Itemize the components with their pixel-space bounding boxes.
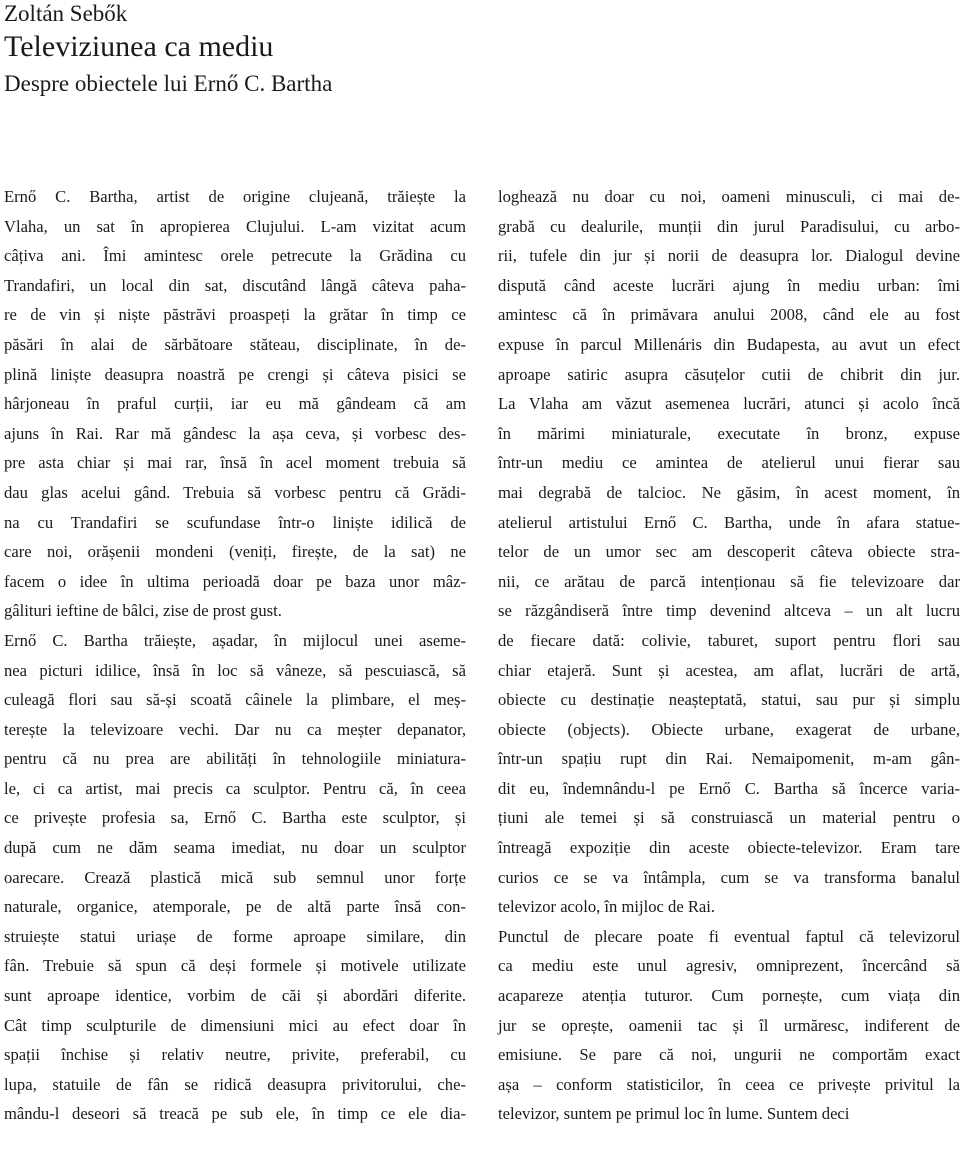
- text-line: într-un spațiu rupt din Rai. Nemaipomenit, m-am gân-: [498, 749, 960, 769]
- text-line: televizor acolo, în mijloc de Rai.: [498, 897, 716, 917]
- text-line: dispută când aceste lucrări ajung în mediu urban: îmi: [498, 275, 960, 295]
- text-line: ca mediu este unul agresiv, omniprezent, încercând să: [498, 956, 960, 976]
- text-line: câțiva ani. Îmi amintesc orele petrecute la Grădina cu: [4, 246, 466, 266]
- text-line: mai degrabă de talcioc. Ne găsim, în acest moment, în: [498, 482, 960, 502]
- text-line: spații închise și relativ neutre, privite, preferabil, cu: [4, 1045, 466, 1065]
- text-line: care noi, orășenii mondeni (veniți, firește, de la sat) ne: [4, 542, 466, 562]
- text-line: jur se oprește, oamenii tac și îl urmăresc, indiferent de: [498, 1015, 960, 1035]
- text-line: nii, ce arătau de parcă intenționau să fie televizoare dar: [498, 571, 960, 591]
- text-line: rii, tufele din jur și norii de deasupra lor. Dialogul devine: [498, 246, 960, 266]
- text-line: fân. Trebuie să spun că deși formele și motivele utilizate: [4, 956, 466, 976]
- text-line: culeagă flori sau să-și scoată câinele la plimbare, el meș-: [4, 690, 466, 710]
- text-line: hârjoneau în praful curții, iar eu mă gândeam că am: [4, 394, 466, 414]
- text-line: curios ce se va întâmpla, cum se va transforma banalul: [498, 867, 960, 887]
- text-line: dau glas acelui gând. Trebuia să vorbesc pentru că Grădi-: [4, 482, 466, 502]
- text-line: grabă cu dealurile, munții din jurul Paradisului, cu arbo-: [498, 216, 960, 236]
- text-line: acapareze atenția tuturor. Cum pornește, cum viața din: [498, 986, 960, 1006]
- text-line: lupa, statuile de fân se ridică deasupra privitorului, che-: [4, 1074, 466, 1094]
- text-line: dit eu, îndemnându-l pe Ernő C. Bartha să încerce varia-: [498, 778, 960, 798]
- text-line: na cu Trandafiri se scufundase într-o liniște idilică de: [4, 512, 466, 532]
- text-line: chiar etajeră. Sunt și acestea, am aflat, lucrări de artă,: [498, 660, 960, 680]
- text-line: Trandafiri, un local din sat, discutând lângă câteva paha-: [4, 275, 466, 295]
- text-line: terește la televizoare vechi. Dar nu ca meșter depanator,: [4, 719, 466, 739]
- text-line: Punctul de plecare poate fi eventual faptul că televizorul: [498, 926, 960, 946]
- text-line: expuse în parcul Millenáris din Budapesta, au avut un efect: [498, 334, 960, 354]
- text-line: La Vlaha am văzut asemenea lucrări, atunci și acolo încă: [498, 394, 960, 414]
- text-line: telor de un umor sec am descoperit câteva obiecte stra-: [498, 542, 960, 562]
- article-subtitle: Despre obiectele lui Ernő C. Bartha: [4, 71, 333, 96]
- text-line: loghează nu doar cu noi, oameni minusculi, ci mai de-: [498, 187, 960, 206]
- text-line: le, ci ca artist, mai precis ca sculptor. Pentru că, în ceea: [4, 778, 466, 798]
- text-line: Ernő C. Bartha, artist de origine clujeană, trăiește la: [4, 187, 466, 206]
- text-line: Ernő C. Bartha trăiește, așadar, în mijlocul unei aseme-: [4, 630, 466, 650]
- text-line: se răzgândiseră între timp devenind altceva – un alt lucru: [498, 601, 960, 621]
- article-title: Televiziunea ca mediu: [4, 30, 274, 63]
- text-line: pentru că nu prea are abilități în tehnologiile miniatura-: [4, 749, 466, 769]
- text-line: sunt aproape identice, vorbim de căi și abordări diferite.: [4, 986, 466, 1006]
- text-line: struiește statui uriașe de forme aproape similare, din: [4, 926, 466, 946]
- text-column-left: [4, 182, 466, 1129]
- text-line: într-un mediu ce amintea de atelierul unui fierar sau: [498, 453, 960, 473]
- text-line: obiecte (objects). Obiecte urbane, exagerat de urbane,: [498, 719, 960, 739]
- text-line: obiecte cu destinație neașteptată, statui, sau pur și simplu: [498, 690, 960, 710]
- text-line: țiuni ale temei și să construiască un material pentru o: [498, 808, 960, 828]
- text-line: de fiecare dată: colivie, taburet, suport pentru flori sau: [498, 630, 960, 650]
- text-line: mându-l deseori să treacă pe sub ele, în timp ce ele dia-: [4, 1104, 466, 1124]
- text-line: gâlituri ieftine de bâlci, zise de prost gust.: [4, 601, 282, 621]
- text-line: nea picturi idilice, însă în loc să vâneze, să pescuiască, să: [4, 660, 466, 680]
- text-line: ajuns în Rai. Rar mă gândesc la așa ceva, și vorbesc des-: [4, 423, 466, 443]
- text-line: păsări în alai de sărbătoare stăteau, disciplinate, în de-: [4, 334, 466, 354]
- text-line: facem o idee în ultima perioadă doar pe baza unor mâz-: [4, 571, 466, 591]
- text-line: oarecare. Crează plastică mică sub semnul unor forțe: [4, 867, 466, 887]
- article-header: [4, 0, 904, 102]
- text-column-right: [498, 182, 960, 1129]
- text-line: amintesc că în primăvara anului 2008, când ele au fost: [498, 305, 960, 325]
- text-line: Vlaha, un sat în apropierea Clujului. L-am vizitat acum: [4, 216, 466, 236]
- author-name: Zoltán Sebők: [4, 1, 128, 26]
- text-line: aproape satiric asupra căsuțelor cutii de chibrit din jur.: [498, 364, 960, 384]
- text-line: televizor, suntem pe primul loc în lume. Suntem deci: [498, 1104, 850, 1124]
- text-line: emisiune. Se pare că noi, ungurii ne comportăm exact: [498, 1045, 960, 1065]
- text-line: pre asta chiar și mai rar, însă în acel moment trebuia să: [4, 453, 466, 473]
- text-line: atelierul artistului Ernő C. Bartha, unde în afara statue-: [498, 512, 960, 532]
- text-line: așa – conform statisticilor, în ceea ce privește privitul la: [498, 1074, 960, 1094]
- text-line: întreagă expoziție din aceste obiecte-televizor. Eram tare: [498, 838, 960, 858]
- text-line: ce privește profesia sa, Ernő C. Bartha este sculptor, și: [4, 808, 466, 828]
- text-line: plină liniște deasupra noastră pe crengi și câteva pisici se: [4, 364, 466, 384]
- text-line: în mărimi miniaturale, executate în bronz, expuse: [498, 423, 960, 443]
- text-line: naturale, organice, atemporale, pe de altă parte însă con-: [4, 897, 466, 917]
- text-line: Cât timp sculpturile de dimensiuni mici au efect doar în: [4, 1015, 466, 1035]
- text-line: re de vin și niște păstrăvi proaspeți la grătar în timp ce: [4, 305, 466, 325]
- text-line: după cum ne dăm seama imediat, nu doar un sculptor: [4, 838, 466, 858]
